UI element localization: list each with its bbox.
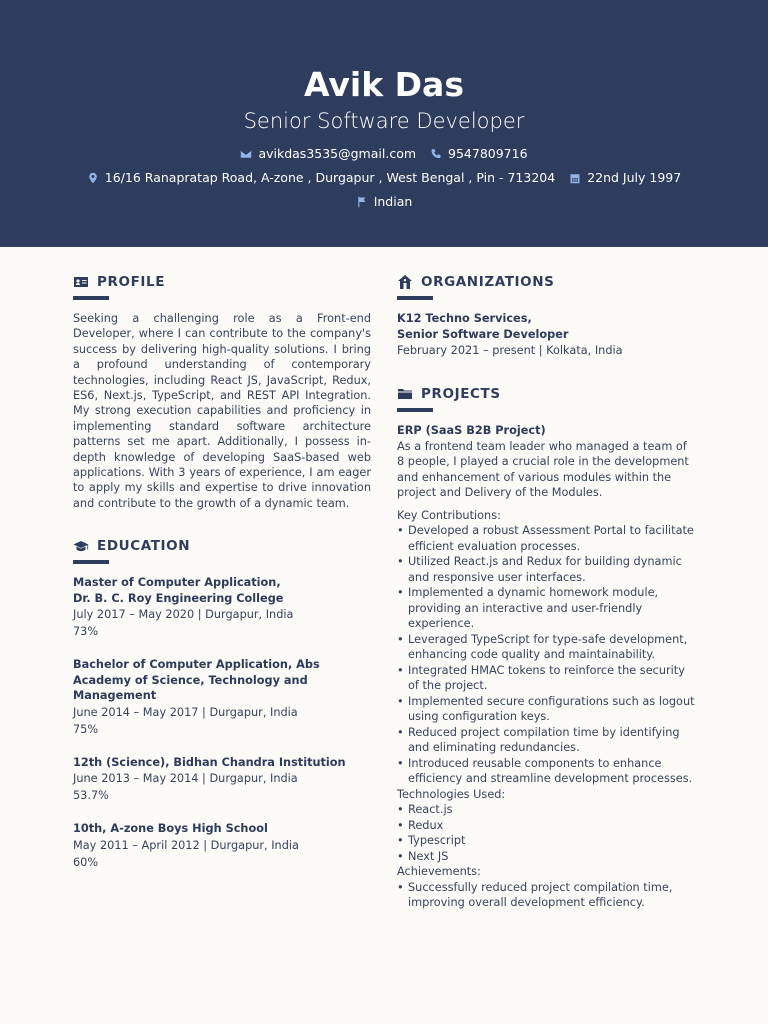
profile-title: PROFILE — [97, 274, 166, 290]
nationality-text: Indian — [373, 194, 413, 209]
education-entry-bachelors — [73, 657, 371, 738]
institution-line: Dr. B. C. Roy Engineering College — [73, 591, 284, 605]
contributions-label: Key Contributions: — [397, 508, 501, 522]
education-meta: June 2014 – May 2017 | Durgapur, India — [73, 705, 298, 719]
position-title: Senior Software Developer — [397, 327, 569, 341]
contact-row-1 — [0, 146, 768, 162]
education-score: 53.7% — [73, 789, 109, 803]
education-entry-12th — [73, 755, 371, 805]
education-score: 73% — [73, 625, 99, 639]
profile-summary: Seeking a challenging role as a Front-end Developer, where I can contribute to the company's success by delivering high-quality solutions. I bring a profound understanding of contemporary technologies, including React JS, JavaScript, Redux, ES6, Next.js, TypeScript, and REST API Integration. My strong execution capabilities and proficiency in implementing standard software architecture patterns set me apart. Additionally, I possess in-depth knowledge of developing SaaS-based web applications. With 3 years of experience, I am eager to apply my skills and expertise to drive innovation and contribute to the growth of a dynamic team. — [73, 312, 371, 510]
list-item: • Redux — [397, 818, 697, 834]
profile-underline — [73, 296, 109, 300]
education-score: 60% — [73, 855, 99, 869]
degree-line: 12th (Science), Bidhan Chandra Institution — [73, 755, 346, 769]
candidate-role: Senior Software Developer — [243, 109, 525, 133]
list-item: • Integrated HMAC tokens to reinforce the security of the project. — [397, 663, 697, 694]
achievements-label: Achievements: — [397, 865, 481, 878]
education-underline — [73, 560, 109, 564]
building-icon — [397, 274, 413, 290]
education-score: 75% — [73, 722, 99, 736]
contact-row-3 — [0, 194, 768, 210]
calendar-icon — [569, 172, 581, 184]
list-item: • Leveraged TypeScript for type-safe development, enhancing code quality and maintainability. — [397, 632, 697, 663]
institution-line-2: Management — [73, 689, 157, 703]
institution-line: Academy of Science, Technology and — [73, 673, 308, 687]
address-text: 16/16 Ranapratap Road, A-zone , Durgapur , West Bengal , Pin - 713204 — [104, 170, 556, 185]
list-item: • Implemented secure configurations such as logout using configuration keys. — [397, 694, 697, 725]
phone-text: 9547809716 — [448, 146, 528, 161]
list-item: • Utilized React.js and Redux for building dynamic and responsive user interfaces. — [397, 554, 697, 585]
email-text: avikdas3535@gmail.com — [258, 146, 417, 161]
folder-icon — [397, 386, 413, 402]
project-name: ERP (SaaS B2B Project) — [397, 424, 546, 437]
envelope-icon — [240, 148, 252, 160]
achievements-list — [397, 880, 697, 911]
organizations-title: ORGANIZATIONS — [421, 274, 555, 290]
graduation-cap-icon — [73, 538, 89, 554]
nationality-item — [356, 194, 413, 210]
degree-line: 10th, A-zone Boys High School — [73, 822, 268, 836]
id-card-icon — [73, 274, 89, 290]
degree-line: Master of Computer Application, — [73, 576, 281, 590]
list-item: • Reduced project compilation time by identifying and eliminating redundancies. — [397, 725, 697, 756]
organizations-underline — [397, 296, 433, 300]
education-meta: June 2013 – May 2014 | Durgapur, India — [73, 772, 298, 786]
flag-icon — [356, 196, 368, 208]
dob-text: 22nd July 1997 — [587, 170, 682, 185]
projects-underline — [397, 408, 433, 412]
dob-item — [569, 170, 681, 186]
education-section-heading — [73, 537, 371, 555]
resume-header — [0, 0, 768, 247]
projects-section-heading — [397, 385, 697, 403]
education-entry-10th — [73, 821, 371, 871]
organizations-section-heading — [397, 273, 697, 291]
profile-section-heading — [73, 273, 371, 291]
list-item: • Implemented a dynamic homework module, providing an interactive and user-friendly experience. — [397, 585, 697, 632]
organization-meta: February 2021 – present | Kolkata, India — [397, 344, 623, 357]
projects-title: PROJECTS — [421, 386, 501, 402]
education-meta: July 2017 – May 2020 | Durgapur, India — [73, 608, 294, 622]
list-item: • Introduced reusable components to enhance efficiency and streamline development processes. — [397, 756, 697, 787]
degree-line: Bachelor of Computer Application, Abs — [73, 658, 320, 672]
contact-row-2 — [0, 170, 768, 186]
list-item: • Successfully reduced project compilation time, improving overall development efficiency. — [397, 880, 697, 911]
company-name: K12 Techno Services, — [397, 312, 532, 325]
map-pin-icon — [87, 172, 99, 184]
list-item: • Typescript — [397, 833, 697, 849]
project-description: As a frontend team leader who managed a team of 8 people, I played a crucial role in the development and enhancement of various modules within the project and Delivery of the Modules. — [397, 439, 689, 499]
list-item: • Next JS — [397, 849, 697, 865]
left-column — [73, 273, 371, 888]
education-entry-masters — [73, 575, 371, 640]
phone-icon — [430, 148, 442, 160]
technologies-list — [397, 802, 697, 864]
education-title: EDUCATION — [97, 538, 191, 555]
candidate-name: Avik Das — [304, 65, 464, 104]
technologies-label: Technologies Used: — [397, 787, 506, 801]
email-item[interactable] — [240, 146, 416, 162]
contributions-list — [397, 523, 697, 787]
list-item: • Developed a robust Assessment Portal to facilitate efficient evaluation processes. — [397, 523, 697, 554]
education-meta: May 2011 – April 2012 | Durgapur, India — [73, 838, 299, 852]
phone-item[interactable] — [430, 146, 528, 162]
right-column — [397, 273, 697, 911]
address-item — [87, 170, 555, 186]
list-item: • React.js — [397, 802, 697, 818]
